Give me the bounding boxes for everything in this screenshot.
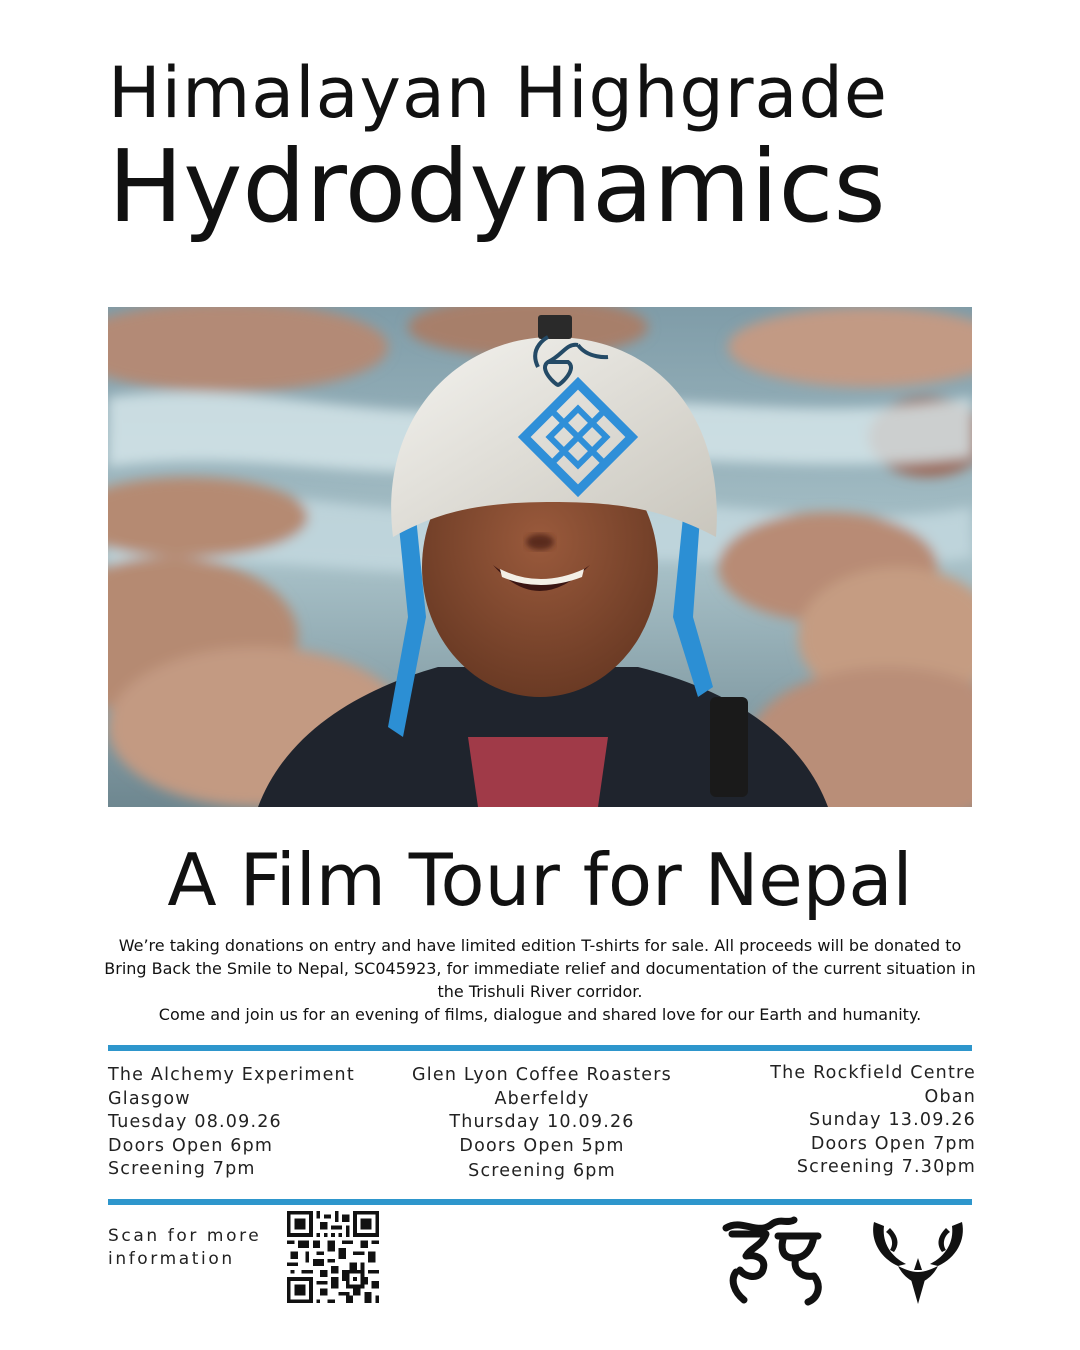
- antler-logo-icon: [868, 1214, 968, 1306]
- venue-date: Tuesday 08.09.26: [108, 1112, 282, 1132]
- description: [60, 934, 1020, 1026]
- venue-screening: Screening 7.30pm: [796, 1157, 976, 1177]
- venue-city: Aberfeldy: [494, 1088, 590, 1109]
- tibetan-script-logo-icon: [722, 1214, 832, 1306]
- venue-screening: Screening 7pm: [108, 1159, 256, 1179]
- hero-photo: [108, 307, 972, 807]
- page-title-line2: Hydrodynamics: [108, 128, 886, 245]
- scan-line1: Scan for more: [108, 1226, 262, 1246]
- venue-date: Thursday 10.09.26: [449, 1112, 635, 1132]
- venue-name: Glen Lyon Coffee Roasters: [412, 1065, 672, 1085]
- divider-top: [108, 1045, 972, 1051]
- venue-doors: Doors Open 7pm: [810, 1133, 976, 1154]
- venue-doors: Doors Open 5pm: [459, 1135, 625, 1156]
- venue-name: The Rockfield Centre: [770, 1063, 976, 1083]
- page-title-line1: Himalayan Highgrade: [108, 52, 888, 134]
- subtitle: A Film Tour for Nepal: [167, 838, 913, 922]
- venue-doors: Doors Open 6pm: [108, 1135, 274, 1156]
- scan-text: [108, 1225, 261, 1271]
- venue-oban: [770, 1062, 976, 1180]
- venue-aberfeldy: [392, 1064, 692, 1184]
- divider-bottom: [108, 1199, 972, 1205]
- description-invitation: Come and join us for an evening of films, dialogue and shared love for our Earth and humanity.: [158, 1005, 922, 1024]
- venue-city: Glasgow: [108, 1088, 191, 1109]
- venue-screening: Screening 6pm: [468, 1161, 616, 1181]
- scan-line2: information: [108, 1249, 235, 1269]
- venue-city: Oban: [924, 1086, 976, 1107]
- venue-date: Sunday 13.09.26: [809, 1110, 976, 1130]
- qr-code-icon[interactable]: [287, 1211, 379, 1303]
- venue-glasgow: [108, 1064, 355, 1182]
- description-paragraph: We’re taking donations on entry and have limited edition T-shirts for sale. All proceeds will be donated to Bring Back the Smile to Nepal, SC045923, for immediate relief and documentation of the current situation in the Trishuli River corridor.: [104, 936, 976, 1001]
- venue-name: The Alchemy Experiment: [108, 1065, 355, 1085]
